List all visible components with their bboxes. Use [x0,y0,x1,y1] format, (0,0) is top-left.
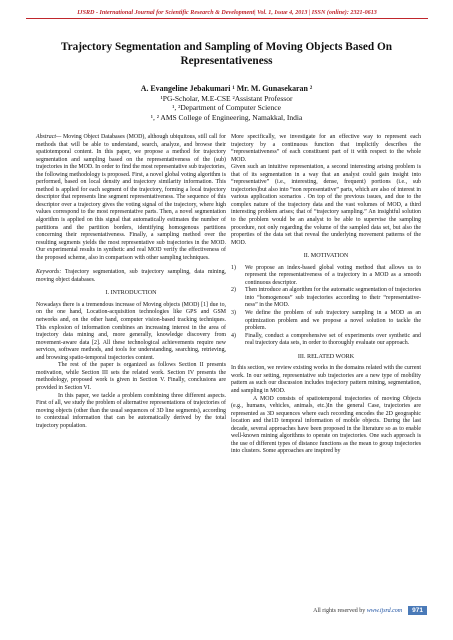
author-college: ¹, ² AMS College of Engineering, Namakkal, India [150,112,303,122]
page-footer [313,606,427,615]
list-item: 1) We propose an index-based global voting method that allows us to represent the representativeness of a trajectory in a MOD as a smooth continuous descriptor. [231,264,421,286]
left-column [36,134,226,430]
related-paragraph-1: In this section, we review existing works in the domains related with the current work. In our setting, representative sub trajectories are a new type of mobility pattern as such our discussion includes trajectory pattern mining, segmentation, and sampling in MOD. [231,365,421,394]
right-paragraph-1: More specifically, we investigate for an effective way to represent each trajectory by a continuous function that implicitly describes the “representativeness” of each constituent part of it with respect to the whole MOD. [231,134,421,163]
contribution-list [231,265,421,348]
intro-paragraph-3: In this paper, we tackle a problem combining three different aspects. First of all, we study the problem of alternative representations of trajectories of moving objects (other than the usual sequences of 3D line segments), according to contextual information that can be automatically derived by the total trajectory population. [36,392,226,429]
section-heading-related-work: III. RELATED WORK [297,353,355,360]
keywords [36,269,226,284]
journal-header: IJSRD - International Journal for Scientific Research & Development| Vol. 1, Issue 4, 2013 | ISSN (online): 2321-0613 [26,10,428,19]
list-item: 4) Finally, conduct a comprehensive set of experiments over synthetic and real trajectory data sets, in order to thoroughly evaluate our approach. [231,332,421,347]
right-column [231,134,421,456]
list-item: 2) Then introduce an algorithm for the automatic segmentation of trajectories into “homogenous” sub trajectories according to their “representative-ness” in the MOD. [231,287,421,309]
keywords-text: Trajectory segmentation, sub trajectory sampling, data mining, moving object databases. [36,269,226,283]
section-heading-motivation: II. MOTIVATION [303,253,349,260]
author-block [30,84,423,122]
footer-rights: All rights reserved by www.ijsrd.com [313,607,403,614]
right-paragraph-2: Given such an intuitive representation, a second interesting arising problem is that of its segmentation in a way that an analyst could gain insight into “representative” (i.e., interesting, dense, frequent) portions (i.e., sub trajectories)but also into “non representative” parts, which are also of interest in various application scenarios . On top of the previous issues, and due to the complex nature of the trajectory data and the vast volumes of MOD, a third interesting problem arises; that of “trajectory sampling.” An insightful solution to the problem would be an analyst to be able to supervise the sampling procedure, not only regarding the volume of the sampled data set, but also the properties of the data set that reveal the underlying movement patterns of the MOD. [231,164,421,246]
abstract-text: Moving Object Databases (MOD), although ubiquitous, still call for methods that will be able to understand, search, analyze, and browse their spatiotemporal content. In this paper, we propose a method for trajectory segmentation and sampling based on the representativeness of the (sub) trajectories in the MOD. In order to find the most representative sub trajectories, the following methodology is proposed. First, a novel global voting algorithm is performed, based on local density and trajectory similarity information. This method is applied for each segment of the trajectory, forming a local trajectory descriptor that represents line segment representativeness. The sequence of this descriptor over a trajectory gives the voting signal of the trajectory, where high values correspond to the most representative parts. Then, a novel segmentation algorithm is applied on this signal that automatically estimates the number of partitions and the partition borders, identifying homogenous partitions concerning their representativeness. Finally, a sampling method over the resulting segments yields the most representative sub trajectories in the MOD. Our experimental results in synthetic and real MOD verify the effectiveness of the proposed scheme, also in comparison with other sampling techniques. [36,134,226,261]
page-number: 971 [408,606,427,615]
intro-paragraph-2: The rest of the paper is organized as follows Section II presents motivation, while Section III sets the related work. Section IV presents the methodology, proposed work is given in Section V. Finally, conclusions are provided in Section VI. [36,362,226,391]
author-roles: ¹PG-Scholar, M.E-CSE ²Assistant Professor [160,93,293,103]
paper-title: Trajectory Segmentation and Sampling of Moving Objects Based On Representativeness [60,41,393,67]
author-department: ¹, ²Department of Computer Science [172,103,281,113]
section-heading-introduction: I. INTRODUCTION [105,290,157,297]
footer-site-link[interactable]: www.ijsrd.com [366,607,403,614]
related-paragraph-2: A MOD consists of spatiotemporal trajectories of moving Objects (e.g., humans, vehicles, animals, etc.)In the general Case, trajectories are represented as 3D sequences where each recording encodes the 2D geographic location and the1D temporal information of mobile objects. During the last decade, several approaches have been proposed in the literature so as to enable well-known mining algorithms to operate on trajectories. One such approach is the use of different types of distance functions as the mean to group trajectories into clusters. Some approaches are inspired by [231,395,421,455]
abstract-label: Abstract— [36,134,62,140]
abstract [36,134,226,262]
intro-paragraph-1: Nowadays there is a tremendous increase of Moving objects (MOD) [1] due to, on the one hand, Location-acquisition technologies like GPS and GSM networks and, on the other hand, computer vision-based tracking techniques. This explosion of information combines an increasing interest in the area of trajectory data mining and, more generally, knowledge discovery from movement-aware data [2]. All these technological achievements require new services, software methods, and tools for understanding, searching, retrieving, and browsing spatio-temporal trajectories content. [36,301,226,361]
keywords-label: Keywords: [36,269,62,276]
author-names: A. Evangeline Jebakumari ¹ Mr. M. Gunasekaran ² [140,84,313,93]
list-item: 3) We define the problem of sub trajectory sampling in a MOD as an optimization problem and we propose a novel solution to tackle the problem. [231,310,421,332]
